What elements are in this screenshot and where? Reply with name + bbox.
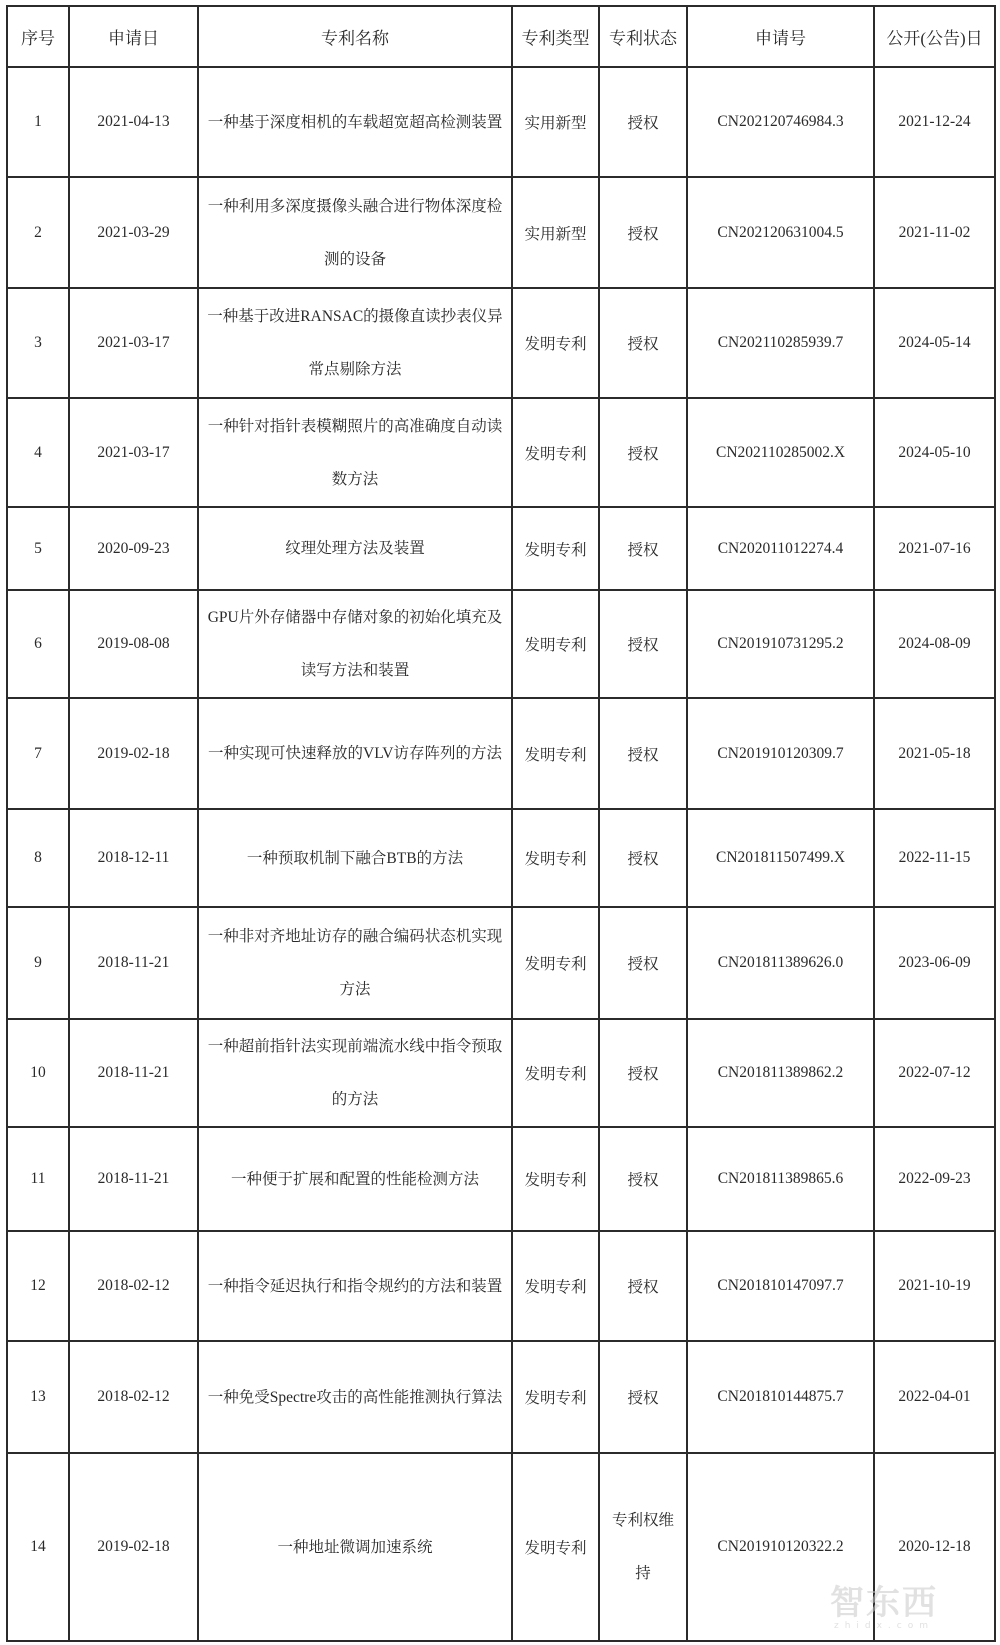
header-no: 序号	[7, 6, 69, 67]
header-application-number: 申请号	[687, 6, 874, 67]
cell-patent-type: 发明专利	[512, 809, 599, 907]
cell-patent-name: 一种实现可快速释放的VLV访存阵列的方法	[198, 698, 512, 809]
table-row	[7, 590, 995, 698]
cell-patent-type: 发明专利	[512, 398, 599, 507]
cell-patent-status: 授权	[599, 507, 687, 590]
cell-patent-status: 授权	[599, 288, 687, 398]
cell-no: 7	[7, 698, 69, 809]
cell-patent-type: 发明专利	[512, 507, 599, 590]
cell-patent-type: 发明专利	[512, 1453, 599, 1641]
cell-patent-type: 发明专利	[512, 1231, 599, 1341]
cell-publication-date: 2021-11-02	[874, 177, 995, 288]
table-row	[7, 698, 995, 809]
table-row	[7, 398, 995, 507]
cell-no: 9	[7, 907, 69, 1019]
table-row	[7, 809, 995, 907]
table-row	[7, 907, 995, 1019]
cell-no: 3	[7, 288, 69, 398]
header-patent-type: 专利类型	[512, 6, 599, 67]
cell-no: 11	[7, 1127, 69, 1231]
cell-application-date: 2021-03-17	[69, 398, 198, 507]
cell-publication-date: 2024-05-10	[874, 398, 995, 507]
cell-no: 4	[7, 398, 69, 507]
cell-application-date: 2018-02-12	[69, 1341, 198, 1453]
cell-patent-name: 一种利用多深度摄像头融合进行物体深度检测的设备	[198, 177, 512, 288]
cell-application-number: CN202011012274.4	[687, 507, 874, 590]
cell-publication-date: 2023-06-09	[874, 907, 995, 1019]
cell-no: 10	[7, 1019, 69, 1127]
header-publication-date: 公开(公告)日	[874, 6, 995, 67]
cell-patent-type: 发明专利	[512, 590, 599, 698]
cell-publication-date: 2021-07-16	[874, 507, 995, 590]
cell-publication-date: 2021-12-24	[874, 67, 995, 177]
cell-patent-name: 纹理处理方法及装置	[198, 507, 512, 590]
table-row	[7, 67, 995, 177]
cell-application-date: 2018-12-11	[69, 809, 198, 907]
cell-patent-type: 发明专利	[512, 1019, 599, 1127]
cell-application-number: CN201811507499.X	[687, 809, 874, 907]
cell-no: 6	[7, 590, 69, 698]
cell-patent-name: 一种免受Spectre攻击的高性能推测执行算法	[198, 1341, 512, 1453]
cell-application-number: CN201810144875.7	[687, 1341, 874, 1453]
cell-patent-type: 实用新型	[512, 67, 599, 177]
cell-patent-name: 一种非对齐地址访存的融合编码状态机实现方法	[198, 907, 512, 1019]
cell-publication-date: 2022-04-01	[874, 1341, 995, 1453]
cell-application-date: 2019-08-08	[69, 590, 198, 698]
cell-patent-status: 授权	[599, 1019, 687, 1127]
table-row	[7, 1341, 995, 1453]
cell-patent-status: 授权	[599, 907, 687, 1019]
cell-no: 12	[7, 1231, 69, 1341]
cell-patent-status: 授权	[599, 67, 687, 177]
cell-application-number: CN201811389862.2	[687, 1019, 874, 1127]
cell-patent-status: 授权	[599, 1341, 687, 1453]
cell-patent-name: 一种指令延迟执行和指令规约的方法和装置	[198, 1231, 512, 1341]
cell-publication-date: 2022-11-15	[874, 809, 995, 907]
cell-application-number: CN201910120322.2	[687, 1453, 874, 1641]
watermark-text: 智东西	[830, 1583, 938, 1623]
cell-patent-status: 授权	[599, 1231, 687, 1341]
cell-patent-status: 授权	[599, 590, 687, 698]
cell-no: 13	[7, 1341, 69, 1453]
cell-application-number: CN201810147097.7	[687, 1231, 874, 1341]
cell-no: 8	[7, 809, 69, 907]
table-row	[7, 1019, 995, 1127]
cell-application-date: 2021-03-29	[69, 177, 198, 288]
cell-publication-date: 2024-05-14	[874, 288, 995, 398]
cell-patent-type: 发明专利	[512, 698, 599, 809]
header-patent-status: 专利状态	[599, 6, 687, 67]
cell-application-date: 2018-11-21	[69, 907, 198, 1019]
cell-patent-status: 授权	[599, 177, 687, 288]
cell-patent-status: 授权	[599, 809, 687, 907]
cell-patent-name: 一种基于改进RANSAC的摄像直读抄表仪异常点剔除方法	[198, 288, 512, 398]
cell-patent-name: 一种超前指针法实现前端流水线中指令预取的方法	[198, 1019, 512, 1127]
cell-application-number: CN201811389626.0	[687, 907, 874, 1019]
cell-patent-name: 一种针对指针表模糊照片的高准确度自动读数方法	[198, 398, 512, 507]
cell-application-date: 2020-09-23	[69, 507, 198, 590]
cell-application-number: CN202110285002.X	[687, 398, 874, 507]
table-row	[7, 177, 995, 288]
cell-patent-name: 一种基于深度相机的车载超宽超高检测装置	[198, 67, 512, 177]
cell-publication-date: 2020-12-18	[874, 1453, 995, 1641]
table-row	[7, 1231, 995, 1341]
cell-patent-type: 发明专利	[512, 1127, 599, 1231]
cell-application-number: CN202120631004.5	[687, 177, 874, 288]
cell-publication-date: 2021-05-18	[874, 698, 995, 809]
cell-patent-type: 发明专利	[512, 288, 599, 398]
cell-patent-name: GPU片外存储器中存储对象的初始化填充及读写方法和装置	[198, 590, 512, 698]
cell-patent-status: 专利权维持	[599, 1453, 687, 1641]
cell-application-number: CN201811389865.6	[687, 1127, 874, 1231]
cell-patent-status: 授权	[599, 698, 687, 809]
cell-patent-status: 授权	[599, 1127, 687, 1231]
cell-application-date: 2018-11-21	[69, 1127, 198, 1231]
cell-application-number: CN202110285939.7	[687, 288, 874, 398]
patent-table	[6, 5, 996, 1642]
cell-no: 5	[7, 507, 69, 590]
cell-application-date: 2018-02-12	[69, 1231, 198, 1341]
cell-application-number: CN201910120309.7	[687, 698, 874, 809]
cell-no: 1	[7, 67, 69, 177]
cell-patent-type: 发明专利	[512, 1341, 599, 1453]
cell-patent-name: 一种预取机制下融合BTB的方法	[198, 809, 512, 907]
cell-application-date: 2021-03-17	[69, 288, 198, 398]
table-row	[7, 1453, 995, 1641]
cell-patent-name: 一种地址微调加速系统	[198, 1453, 512, 1641]
cell-application-number: CN202120746984.3	[687, 67, 874, 177]
cell-patent-type: 实用新型	[512, 177, 599, 288]
watermark-subtext: zhidx.com	[833, 1621, 935, 1631]
cell-patent-type: 发明专利	[512, 907, 599, 1019]
cell-application-date: 2019-02-18	[69, 1453, 198, 1641]
cell-application-date: 2019-02-18	[69, 698, 198, 809]
table-row	[7, 288, 995, 398]
table-row	[7, 507, 995, 590]
cell-publication-date: 2021-10-19	[874, 1231, 995, 1341]
cell-patent-name: 一种便于扩展和配置的性能检测方法	[198, 1127, 512, 1231]
cell-application-date: 2021-04-13	[69, 67, 198, 177]
cell-patent-status: 授权	[599, 398, 687, 507]
cell-no: 14	[7, 1453, 69, 1641]
cell-application-number: CN201910731295.2	[687, 590, 874, 698]
header-application-date: 申请日	[69, 6, 198, 67]
cell-publication-date: 2022-07-12	[874, 1019, 995, 1127]
cell-no: 2	[7, 177, 69, 288]
cell-application-date: 2018-11-21	[69, 1019, 198, 1127]
header-patent-name: 专利名称	[198, 6, 512, 67]
table-row	[7, 1127, 995, 1231]
cell-publication-date: 2022-09-23	[874, 1127, 995, 1231]
table-header-row	[7, 6, 995, 67]
cell-publication-date: 2024-08-09	[874, 590, 995, 698]
